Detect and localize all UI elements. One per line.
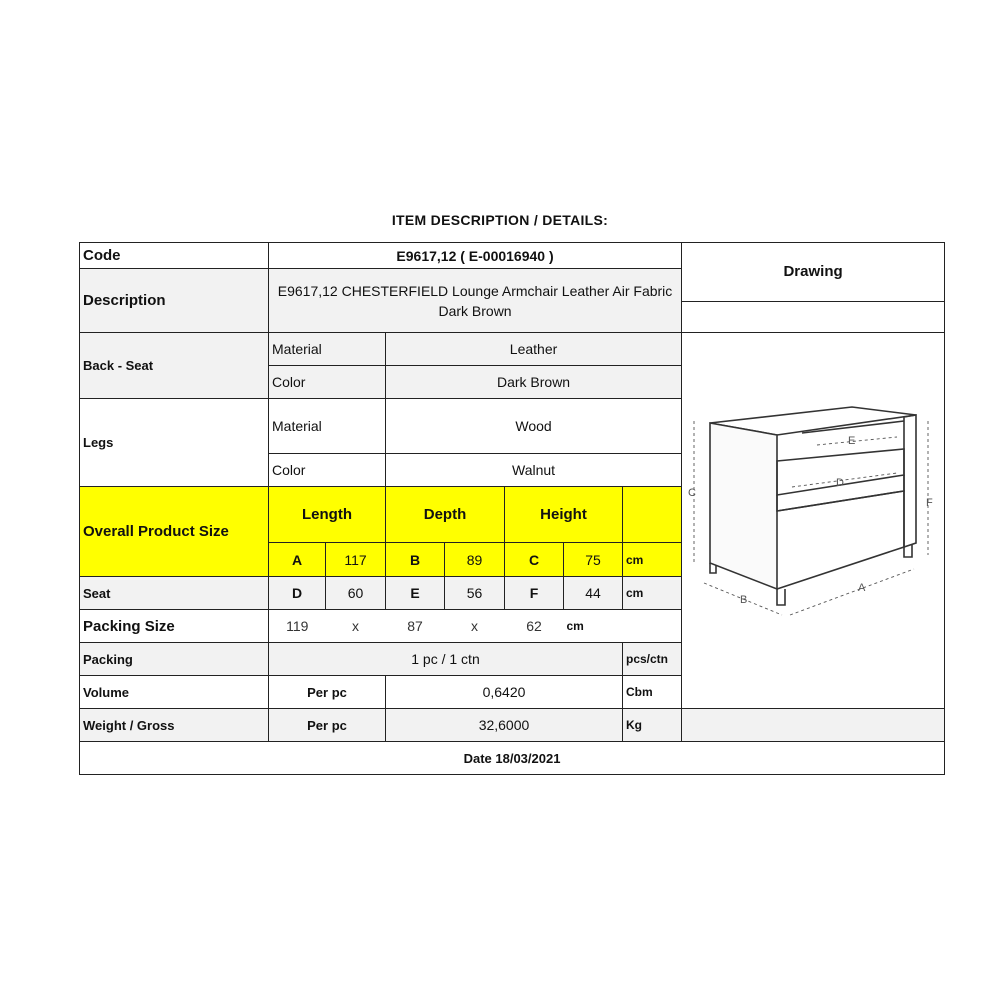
dim-f-letter: F: [505, 577, 564, 610]
drawing-letter-d: D: [836, 477, 845, 489]
packing-size-3: 62: [505, 610, 564, 643]
back-seat-color: Dark Brown: [386, 366, 682, 399]
seat-label: Seat: [80, 577, 269, 610]
dim-b-letter: B: [386, 543, 445, 577]
dim-c-letter: C: [505, 543, 564, 577]
legs-material-label: Material: [269, 399, 386, 454]
dim-c-value: 75: [564, 543, 623, 577]
depth-label: Depth: [386, 487, 505, 543]
dim-b-value: 89: [445, 543, 505, 577]
drawing-letter-f: F: [926, 497, 933, 509]
volume-unit: Cbm: [623, 676, 682, 709]
height-label: Height: [505, 487, 623, 543]
dim-d-value: 60: [326, 577, 386, 610]
drawing-letter-a: A: [858, 582, 866, 594]
packing-size-x2: x: [445, 610, 505, 643]
dim-e-letter: E: [386, 577, 445, 610]
dim-a-value: 117: [326, 543, 386, 577]
drawing-letter-e: E: [848, 435, 856, 447]
legs-label: Legs: [80, 399, 269, 487]
details-table: [79, 242, 945, 775]
back-seat-material-label: Material: [269, 333, 386, 366]
volume-per: Per pc: [269, 676, 386, 709]
dim-a-letter: A: [269, 543, 326, 577]
date-footer: Date 18/03/2021: [80, 742, 945, 775]
drawing-label: Drawing: [682, 243, 945, 302]
legs-material: Wood: [386, 399, 682, 454]
drawing-letter-c: C: [688, 487, 697, 499]
armchair-drawing: [682, 333, 944, 705]
back-seat-color-label: Color: [269, 366, 386, 399]
legs-color-label: Color: [269, 454, 386, 487]
description-label: Description: [80, 269, 269, 333]
code-value: E9617,12 ( E-00016940 ): [269, 243, 682, 269]
packing-value: 1 pc / 1 ctn: [269, 643, 623, 676]
packing-size-unit: cm: [564, 610, 623, 643]
drawing-cell: [682, 333, 945, 709]
dim-d-letter: D: [269, 577, 326, 610]
weight-value: 32,6000: [386, 709, 623, 742]
overall-size-label: Overall Product Size: [80, 487, 269, 577]
legs-color: Walnut: [386, 454, 682, 487]
description-value: E9617,12 CHESTERFIELD Lounge Armchair Leather Air Fabric Dark Brown: [269, 269, 682, 333]
back-seat-label: Back - Seat: [80, 333, 269, 399]
length-label: Length: [269, 487, 386, 543]
weight-label: Weight / Gross: [80, 709, 269, 742]
volume-label: Volume: [80, 676, 269, 709]
packing-size-blank: [623, 610, 682, 643]
overall-unit-blank: [623, 487, 682, 543]
dim-f-value: 44: [564, 577, 623, 610]
packing-label: Packing: [80, 643, 269, 676]
page-title: ITEM DESCRIPTION / DETAILS:: [391, 212, 609, 228]
overall-unit: cm: [623, 543, 682, 577]
weight-per: Per pc: [269, 709, 386, 742]
packing-size-label: Packing Size: [80, 610, 269, 643]
packing-size-1: 119: [269, 610, 326, 643]
back-seat-material: Leather: [386, 333, 682, 366]
packing-size-x1: x: [326, 610, 386, 643]
seat-unit: cm: [623, 577, 682, 610]
drawing-spacer: [682, 302, 945, 333]
packing-unit: pcs/ctn: [623, 643, 682, 676]
weight-drawing-blank: [682, 709, 945, 742]
dim-e-value: 56: [445, 577, 505, 610]
volume-value: 0,6420: [386, 676, 623, 709]
weight-unit: Kg: [623, 709, 682, 742]
packing-size-2: 87: [386, 610, 445, 643]
drawing-letter-b: B: [740, 594, 748, 606]
code-label: Code: [80, 243, 269, 269]
